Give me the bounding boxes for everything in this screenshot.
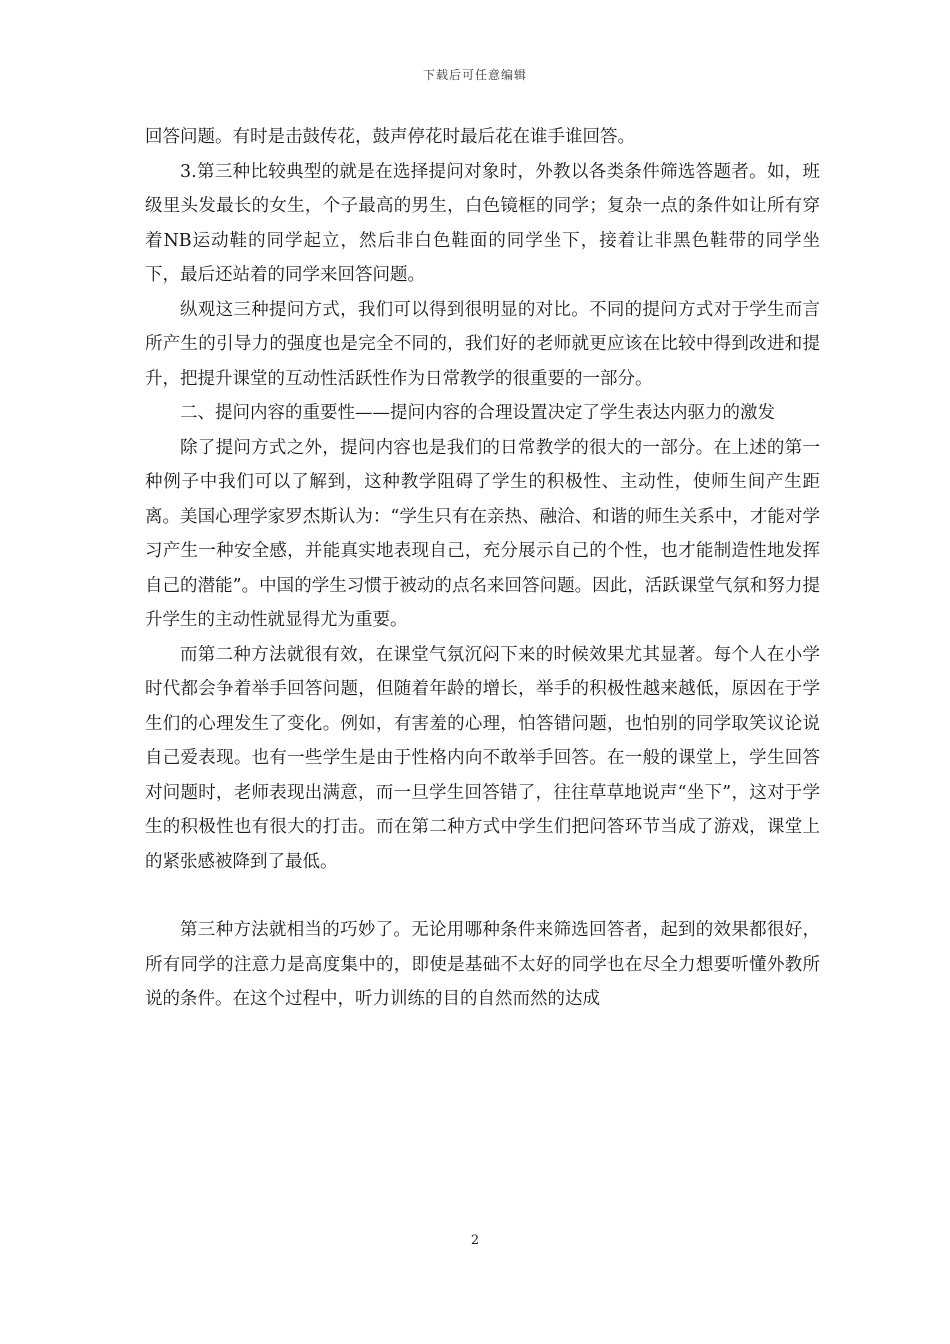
page-header: 下载后可任意编辑 (422, 68, 527, 82)
paragraph: 纵观这三种提问方式，我们可以得到很明显的对比。不同的提问方式对于学生而言所产生的引导力的强度也是完全不同的，我们好的老师就更应该在比较中得到改进和提升，把提升课堂的互动性活跃性作为日常教学的很重要的一部分。 (145, 299, 820, 389)
page-number: 2 (470, 1233, 480, 1248)
document-body (145, 120, 820, 1017)
paragraph: 第三种方法就相当的巧妙了。无论用哪种条件来筛选回答者，起到的效果都很好，所有同学的注意力是高度集中的，即使是基础不太好的同学也在尽全力想要听懂外教所说的条件。在这个过程中，听力训练的目的自然而然的达成 (145, 920, 820, 1009)
paragraph: 回答问题。有时是击鼓传花，鼓声停花时最后花在谁手谁回答。 (145, 127, 635, 147)
paragraph: 除了提问方式之外，提问内容也是我们的日常教学的很大的一部分。在上述的第一种例子中我们可以了解到，这种教学阻碍了学生的积极性、主动性，使师生间产生距离。美国心理学家罗杰斯认为：“学生只有在亲热、融洽、和谐的师生关系中，才能对学习产生一种安全感，并能真实地表现自己，充分展示自己的个性，也才能制造性地发挥自己的潜能”。中国的学生习惯于被动的点名来回答问题。因此，活跃课堂气氛和努力提升学生的主动性就显得尤为重要。 (145, 437, 820, 630)
section-heading: 二、提问内容的重要性——提问内容的合理设置决定了学生表达内驱力的激发 (180, 403, 775, 423)
paragraph: 而第二种方法就很有效，在课堂气氛沉闷下来的时候效果尤其显著。每个人在小学时代都会争着举手回答问题，但随着年龄的增长，举手的积极性越来越低，原因在于学生们的心理发生了变化。例如，有害羞的心理，怕答错问题，也怕别的同学取笑议论说自己爱表现。也有一些学生是由于性格内向不敢举手回答。在一般的课堂上，学生回答对问题时，老师表现出满意，而一旦学生回答错了，往往草草地说声“坐下”，这对于学生的积极性也有很大的打击。而在第二种方式中学生们把问答环节当成了游戏，课堂上的紧张感被降到了最低。 (145, 644, 820, 872)
paragraph: 3.第三种比较典型的就是在选择提问对象时，外教以各类条件筛选答题者。如，班级里头发最长的女生，个子最高的男生，白色镜框的同学；复杂一点的条件如让所有穿着NB运动鞋的同学起立，然后非白色鞋面的同学坐下，接着让非黑色鞋带的同学坐下，最后还站着的同学来回答问题。 (145, 161, 820, 285)
